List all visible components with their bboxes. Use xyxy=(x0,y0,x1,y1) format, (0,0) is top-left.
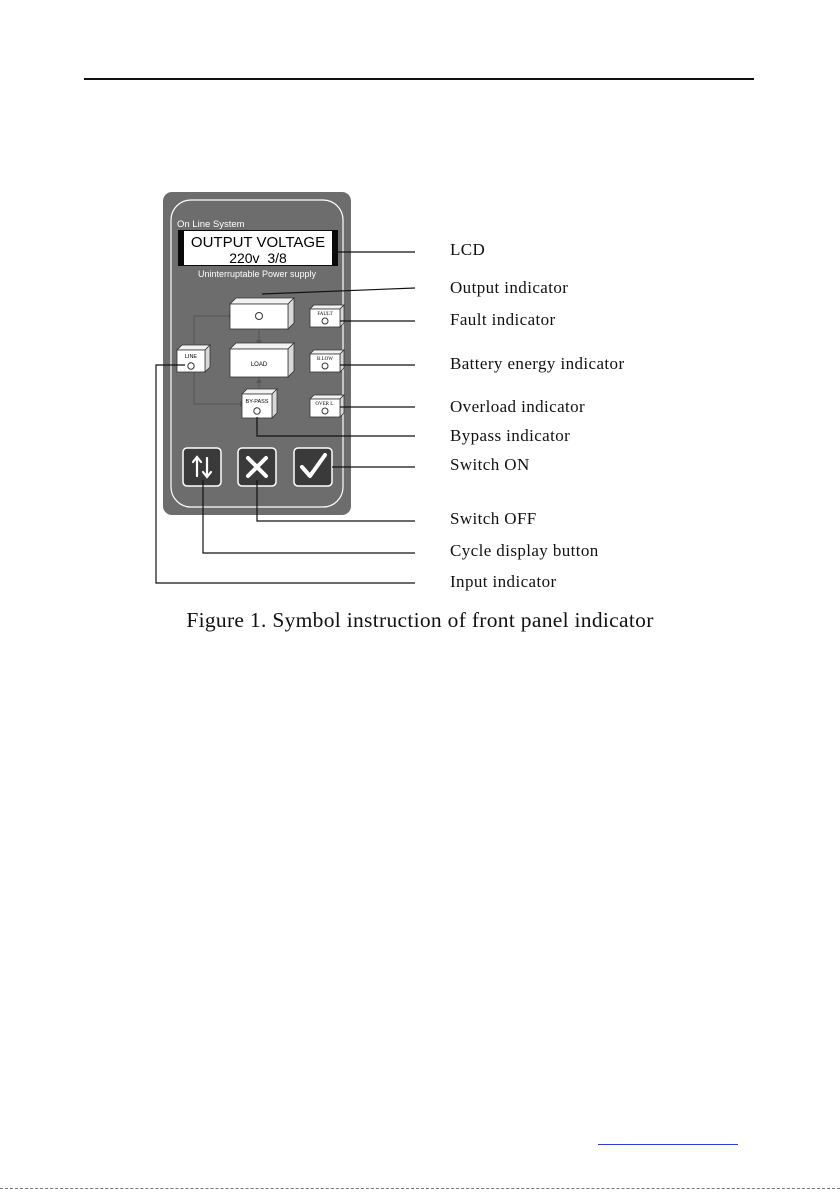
footer-rule xyxy=(0,1188,840,1189)
callout-input-indicator: Input indicator xyxy=(450,572,557,591)
callout-overload-indicator: Overload indicator xyxy=(450,397,586,416)
input-indicator-led xyxy=(188,363,194,369)
bypass-box xyxy=(242,389,277,418)
switch-on-button[interactable] xyxy=(294,448,332,486)
footer-link-underline[interactable] xyxy=(598,1128,738,1145)
load-box xyxy=(230,343,294,377)
cycle-display-button[interactable] xyxy=(183,448,221,486)
line-box-label: LINE xyxy=(184,354,198,360)
callout-battery-indicator: Battery energy indicator xyxy=(450,354,625,373)
output-indicator-led xyxy=(256,313,263,320)
overload-indicator-led xyxy=(322,408,328,414)
overload-indicator xyxy=(310,395,344,417)
callout-switch-on: Switch ON xyxy=(450,455,530,474)
system-label: On Line System xyxy=(177,219,245,230)
callout-switch-off: Switch OFF xyxy=(450,509,537,528)
callout-output-indicator: Output indicator xyxy=(450,278,569,297)
b-low-label: B.LOW xyxy=(317,357,333,362)
fault-indicator xyxy=(310,305,344,327)
figure-caption: Figure 1. Symbol instruction of front panel indicator xyxy=(186,608,654,632)
load-box-label: LOAD xyxy=(250,362,268,368)
callout-cycle-display-button: Cycle display button xyxy=(450,541,599,560)
fault-label: FAULT xyxy=(317,312,333,317)
callout-fault-indicator: Fault indicator xyxy=(450,310,556,329)
battery-indicator-led xyxy=(322,363,328,369)
callout-lcd: LCD xyxy=(450,240,486,259)
lcd-line-1: OUTPUT VOLTAGE xyxy=(190,234,326,251)
lcd-line-2: 220v 3/8 xyxy=(229,250,287,266)
over-l-label: OVER L. xyxy=(315,402,335,407)
battery-indicator xyxy=(310,350,344,372)
line-box xyxy=(177,345,210,372)
callout-bypass-indicator: Bypass indicator xyxy=(450,426,571,445)
bypass-box-label: BY-PASS xyxy=(245,399,269,405)
bypass-indicator-led xyxy=(254,408,260,414)
panel-subtitle: Uninterruptable Power supply xyxy=(197,269,317,279)
fault-indicator-led xyxy=(322,318,328,324)
output-box xyxy=(230,298,294,329)
